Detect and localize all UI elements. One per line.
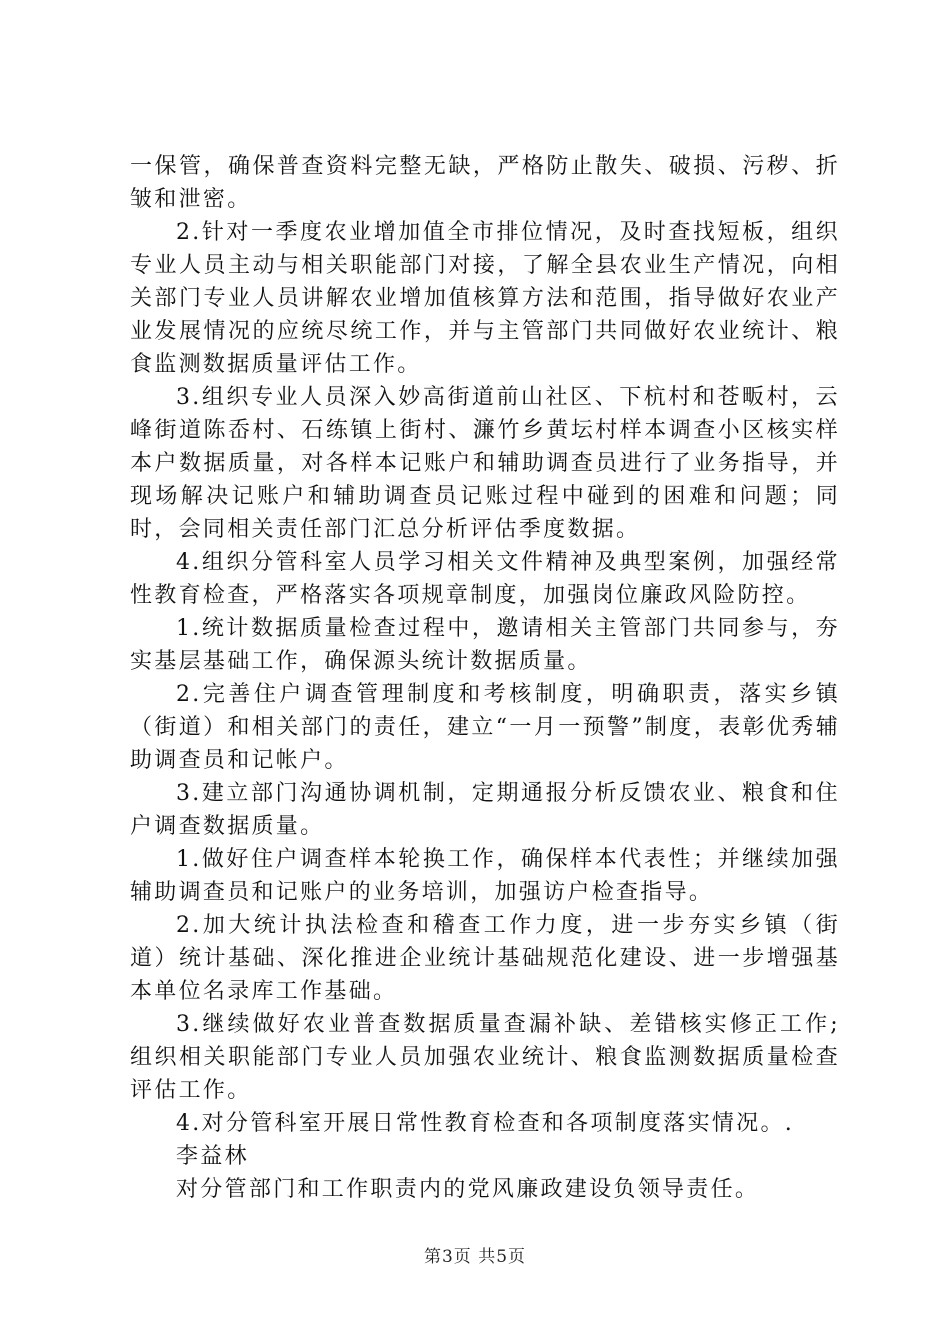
paragraph-plan-2: 2.加大统计执法检查和稽查工作力度，进一步夯实乡镇（街道）统计基础、深化推进企业统计基础规范化建设、进一步增强基本单位名录库工作基础。 <box>130 913 840 1004</box>
paragraph-plan-3: 3.继续做好农业普查数据质量查漏补缺、差错核实修正工作;组织相关职能部门专业人员加强农业统计、粮食监测数据质量检查评估工作。 <box>130 1012 840 1103</box>
paragraph-measure-2: 2.完善住户调查管理制度和考核制度，明确职责，落实乡镇（街道）和相关部门的责任，建立“一月一预警”制度，表彰优秀辅助调查员和记帐户。 <box>130 682 840 773</box>
paragraph-measure-1: 1.统计数据质量检查过程中，邀请相关主管部门共同参与，夯实基层基础工作，确保源头统计数据质量。 <box>130 616 840 674</box>
paragraph-item-3: 3.组织专业人员深入妙高街道前山社区、下杭村和苍畈村，云峰街道陈岙村、石练镇上街村、濂竹乡黄坛村样本调查小区核实样本户数据质量，对各样本记账户和辅助调查员进行了业务指导，并现场解决记账户和辅助调查员记账过程中碰到的困难和问题；同时，会同相关责任部门汇总分析评估季度数据。 <box>130 385 840 542</box>
document-body <box>130 150 840 1206</box>
person-name: 李益林 <box>176 1144 249 1169</box>
responsibility-statement: 对分管部门和工作职责内的党风廉政建设负领导责任。 <box>176 1177 760 1202</box>
paragraph-item-2: 2.针对一季度农业增加值全市排位情况，及时查找短板，组织专业人员主动与相关职能部门对接，了解全县农业生产情况，向相关部门专业人员讲解农业增加值核算方法和范围，指导做好农业产业发展情况的应统尽统工作，并与主管部门共同做好农业统计、粮食监测数据质量评估工作。 <box>130 220 840 377</box>
paragraph-item-4: 4.组织分管科室人员学习相关文件精神及典型案例，加强经常性教育检查，严格落实各项规章制度，加强岗位廉政风险防控。 <box>130 550 840 608</box>
paragraph-measure-3: 3.建立部门沟通协调机制，定期通报分析反馈农业、粮食和住户调查数据质量。 <box>130 781 840 839</box>
paragraph-continuation: 一保管，确保普查资料完整无缺，严格防止散失、破损、污秽、折皱和泄密。 <box>130 154 840 212</box>
paragraph-plan-4: 4.对分管科室开展日常性教育检查和各项制度落实情况。. <box>176 1111 795 1136</box>
page-number-footer: 第3页 共5页 <box>423 1247 527 1267</box>
paragraph-plan-1: 1.做好住户调查样本轮换工作，确保样本代表性；并继续加强辅助调查员和记账户的业务培训，加强访户检查指导。 <box>130 847 840 905</box>
